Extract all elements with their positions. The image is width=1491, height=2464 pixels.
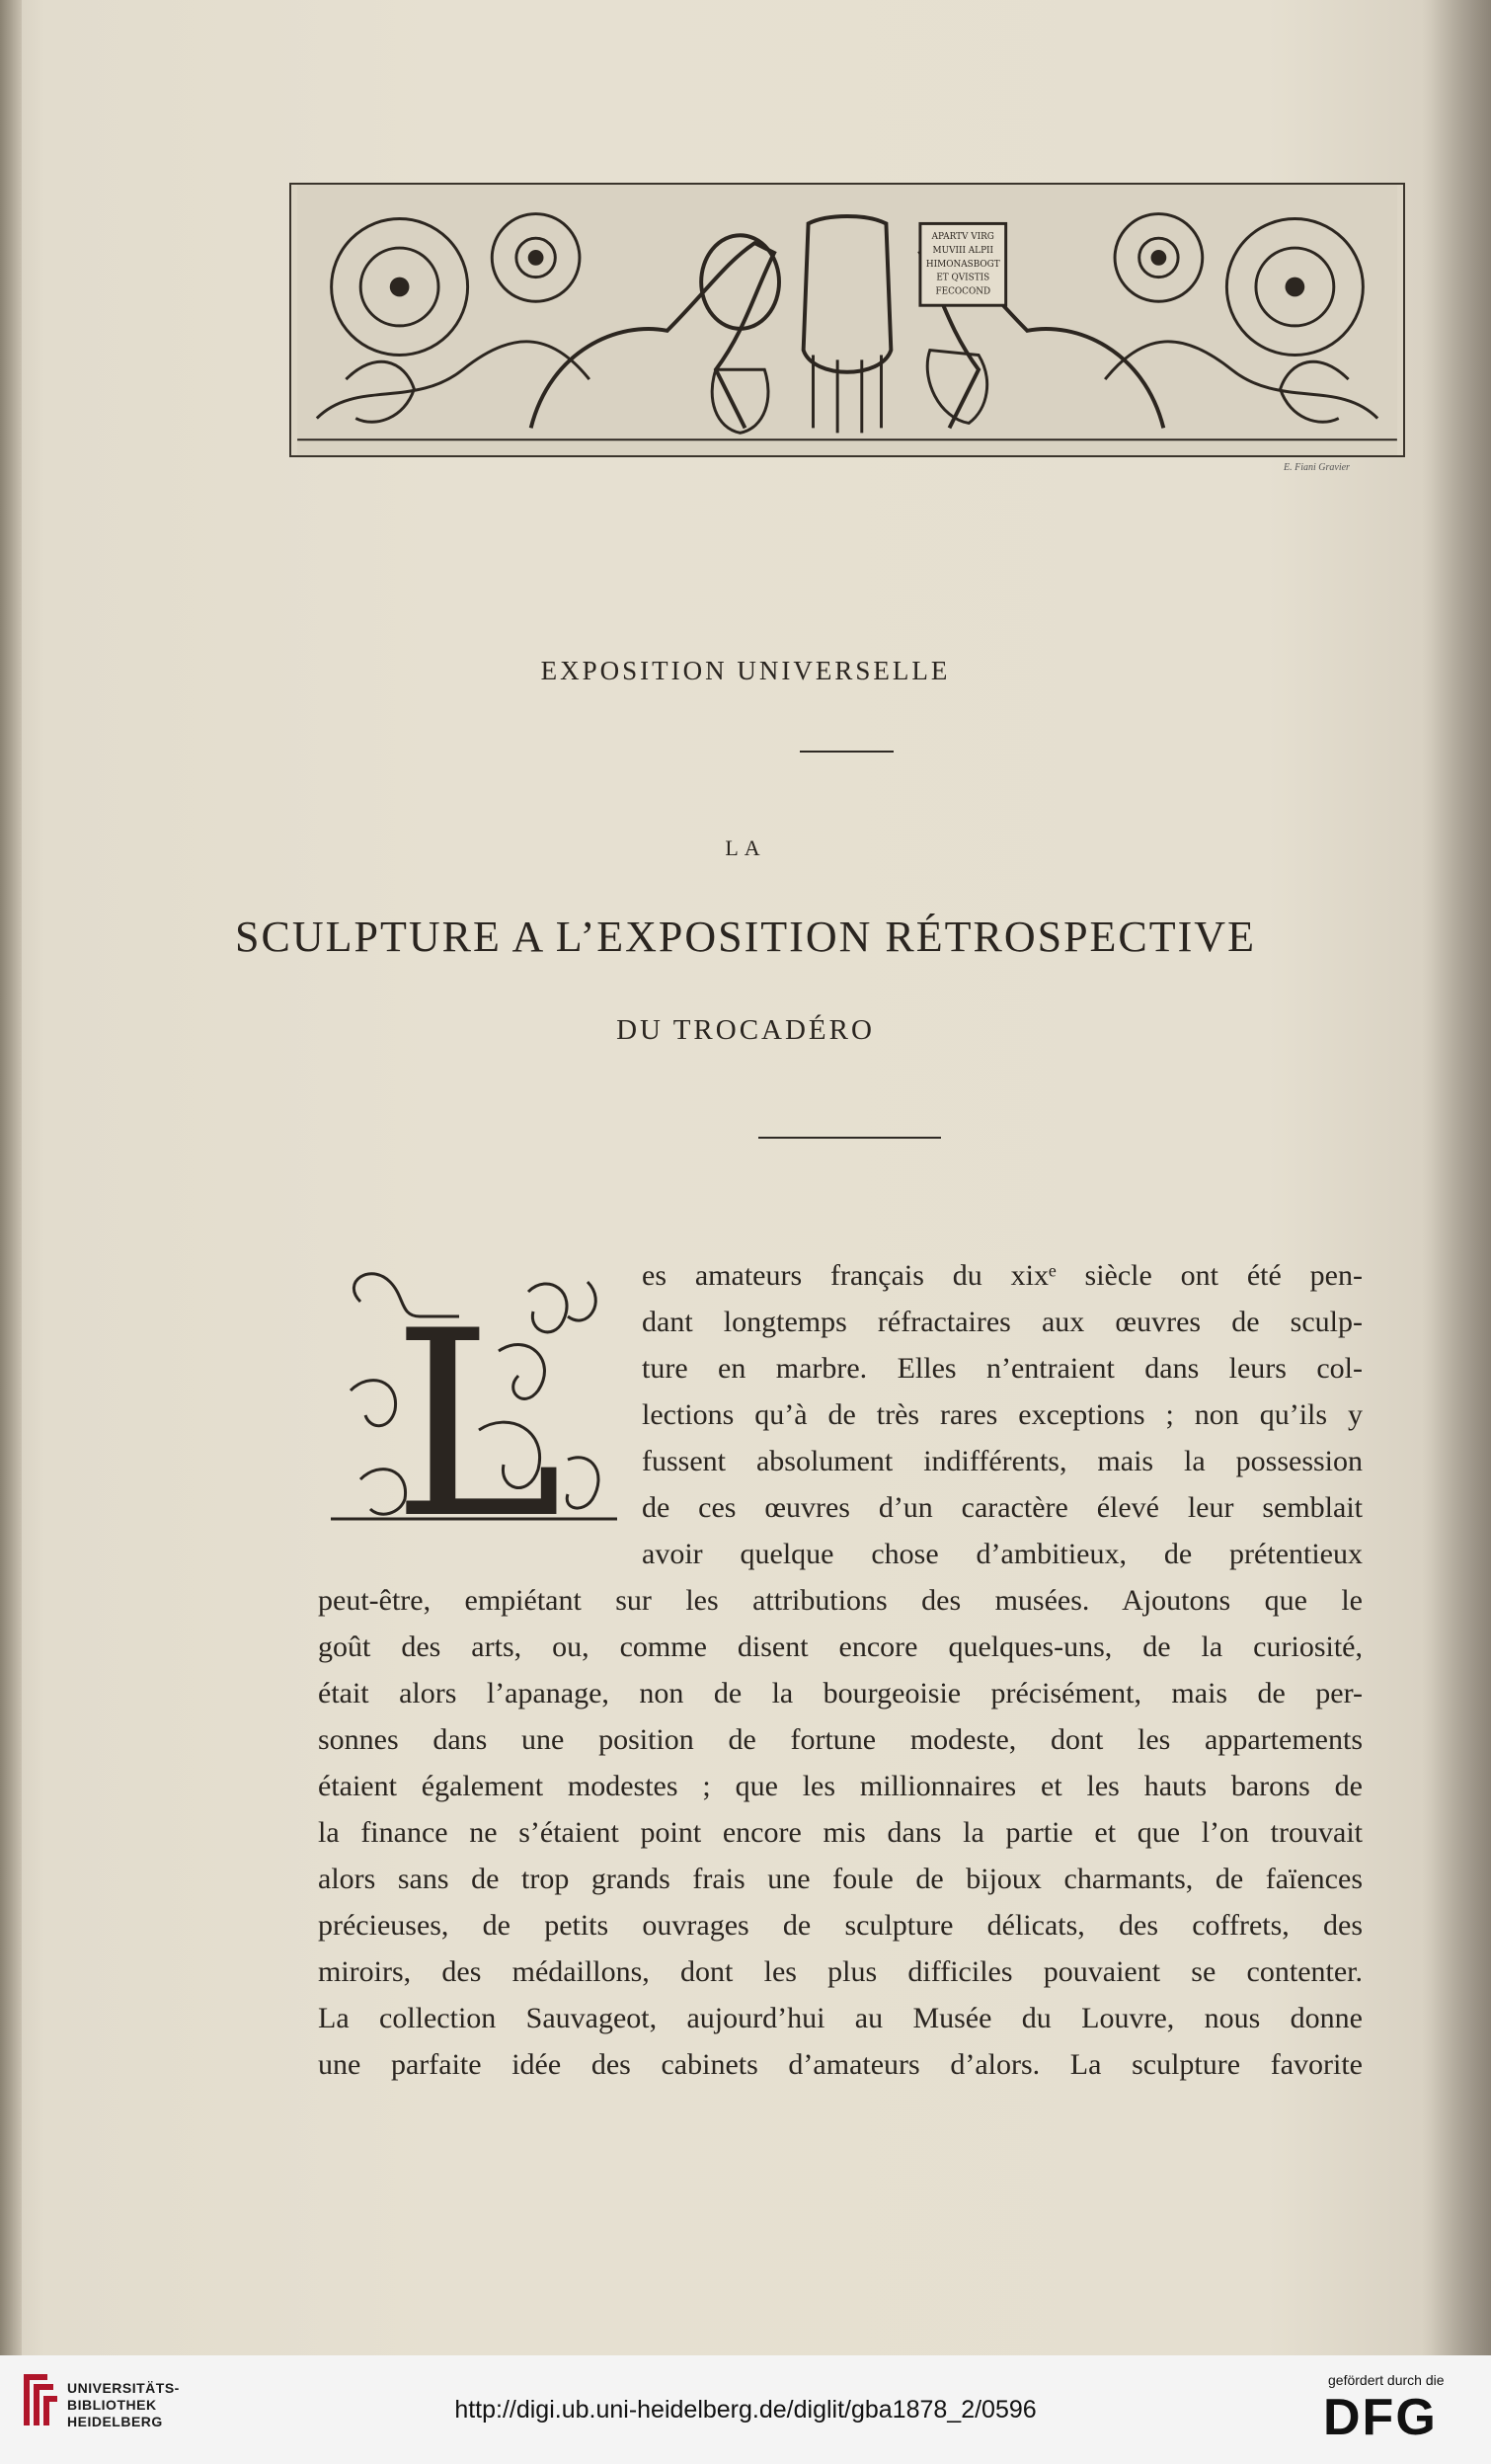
text-line: fussent absolument indifférents, mais la possession [642,1445,1363,1477]
divider [800,751,894,753]
text-line: ture en marbre. Elles n’entraient dans leurs col- [642,1352,1363,1385]
text-line: goût des arts, ou, comme disent encore quelques-uns, de la curiosité, [318,1630,1363,1663]
text-line: miroirs, des médaillons, dont les plus difficiles pouvaient se contenter. [318,1955,1363,1988]
text-line: lections qu’à de très rares exceptions ; non qu’ils y [642,1398,1363,1431]
text-line: alors sans de trop grands frais une foule de bijoux charmants, de faïences [318,1863,1363,1895]
tablet-line: MUVIII ALPII [932,245,994,256]
text-line: peut-être, empiétant sur les attributions des musées. Ajoutons que le [318,1584,1363,1617]
dfg-logo[interactable]: DFG [1323,2389,1438,2446]
text-line: était alors l’apanage, non de la bourgeoisie précisément, mais de per- [318,1677,1363,1709]
library-name-line: HEIDELBERG [67,2414,163,2429]
engraver-signature: E. Fiani Gravier [1284,462,1350,473]
text-line: de ces œuvres d’un caractère élevé leur semblait [642,1491,1363,1524]
divider [758,1137,941,1139]
ornamental-frieze [289,183,1405,457]
text-line: sonnes dans une position de fortune modeste, dont les appartements [318,1723,1363,1756]
article-subtitle: DU TROCADÉRO [616,1014,875,1046]
section-heading: EXPOSITION UNIVERSELLE [540,656,951,685]
text-line: La collection Sauvageot, aujourd’hui au Musée du Louvre, nous donne [318,2002,1363,2034]
text-line: es amateurs français du xixᵉ siècle ont été pen- [642,1259,1363,1292]
decorative-initial [331,1262,617,1535]
library-name-line: UNIVERSITÄTS- [67,2380,180,2396]
text-line: précieuses, de petits ouvrages de sculpture délicats, des coffrets, des [318,1909,1363,1942]
tablet-line: FECOCOND [935,286,991,297]
text-line: dant longtemps réfractaires aux œuvres de sculp- [642,1306,1363,1338]
article-title: SCULPTURE A L’EXPOSITION RÉTROSPECTIVE [235,913,1256,961]
tablet-line: HIMONASBOGT [925,259,1000,270]
tablet-line: APARTV VIRG [931,232,994,243]
funding-label: gefördert durch die [1328,2372,1445,2388]
library-name-line: BIBLIOTHEK [67,2397,157,2413]
page-edge-shadow [1422,0,1491,2355]
text-line: étaient également modestes ; que les millionnaires et les hauts barons de [318,1770,1363,1802]
frieze-illustration [291,185,1403,455]
permalink-url[interactable]: http://digi.ub.uni-heidelberg.de/diglit/gba1878_2/0596 [454,2396,1037,2424]
text-line: la finance ne s’étaient point encore mis dans la partie et que l’on trouvait [318,1816,1363,1849]
text-line: avoir quelque chose d’ambitieux, de prétentieux [642,1538,1363,1570]
initial-letter: L [392,1277,563,1535]
initial-letter-illustration [331,1262,617,1535]
tablet-line: ET QVISTIS [936,273,990,283]
page-gutter [0,0,22,2355]
text-line: une parfaite idée des cabinets d’amateurs d’alors. La sculpture favorite [318,2048,1363,2081]
article-prefix: LA [725,835,766,860]
